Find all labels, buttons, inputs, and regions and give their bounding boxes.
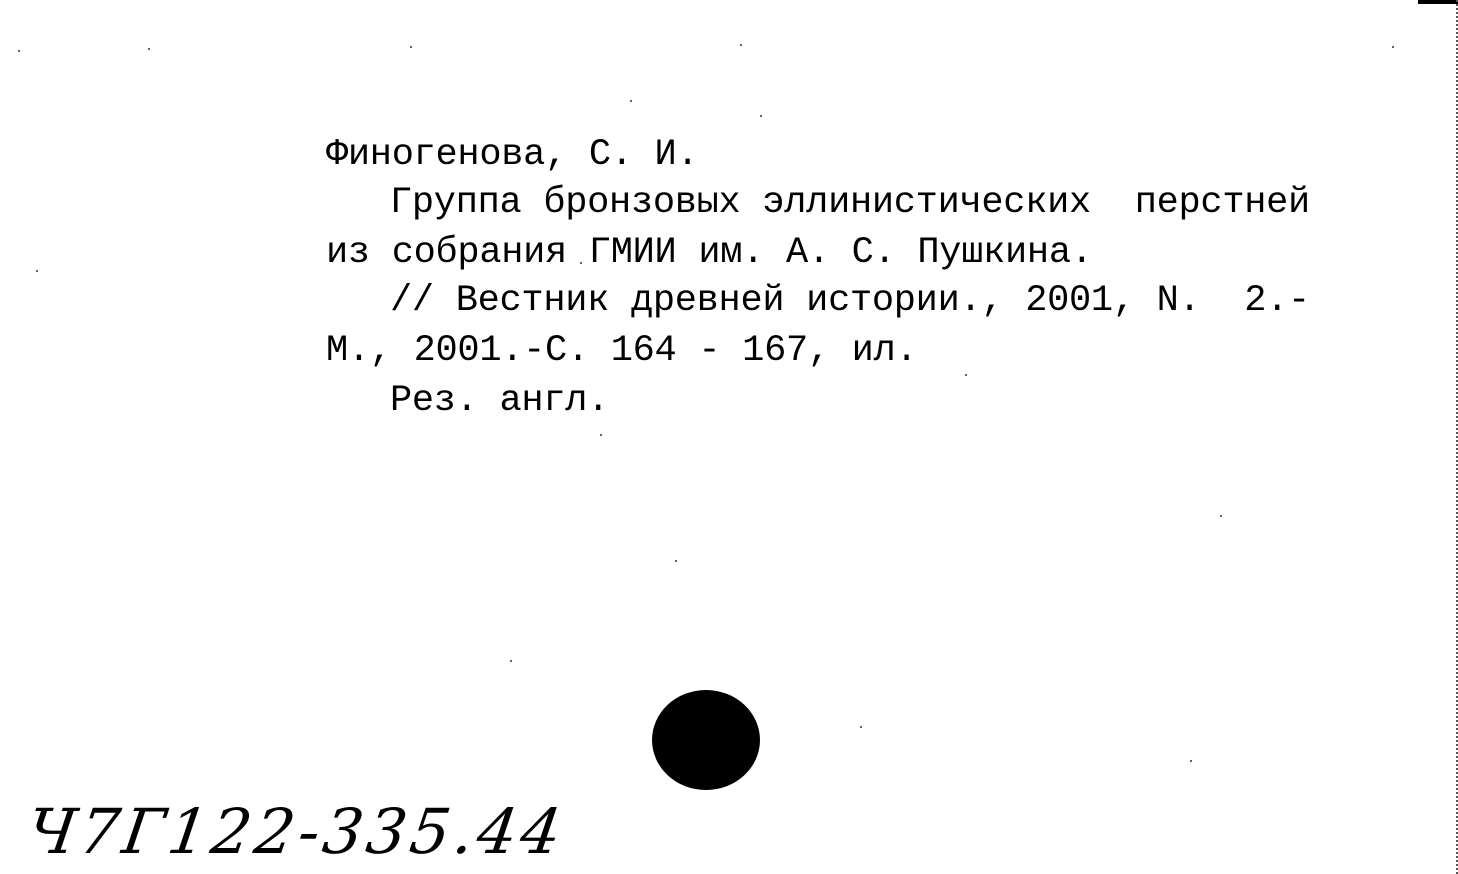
- summary-note: Рез. англ.: [390, 380, 610, 422]
- title-line-2: из собрания ГМИИ им. А. С. Пушкина.: [326, 232, 1093, 274]
- source-line-2: М., 2001.-С. 164 - 167, ил.: [326, 330, 918, 372]
- corner-mark: [1418, 0, 1458, 4]
- source-line-1: // Вестник древней истории., 2001, N. 2.-: [390, 280, 1310, 322]
- author-line: Финогенова, С. И.: [326, 134, 699, 176]
- title-line-1: Группа бронзовых эллинистических перстней: [390, 182, 1310, 224]
- punch-hole: [652, 690, 760, 790]
- handwritten-shelfmark: Ч7Г122-335.44: [22, 795, 570, 868]
- card-edge: [1453, 0, 1458, 874]
